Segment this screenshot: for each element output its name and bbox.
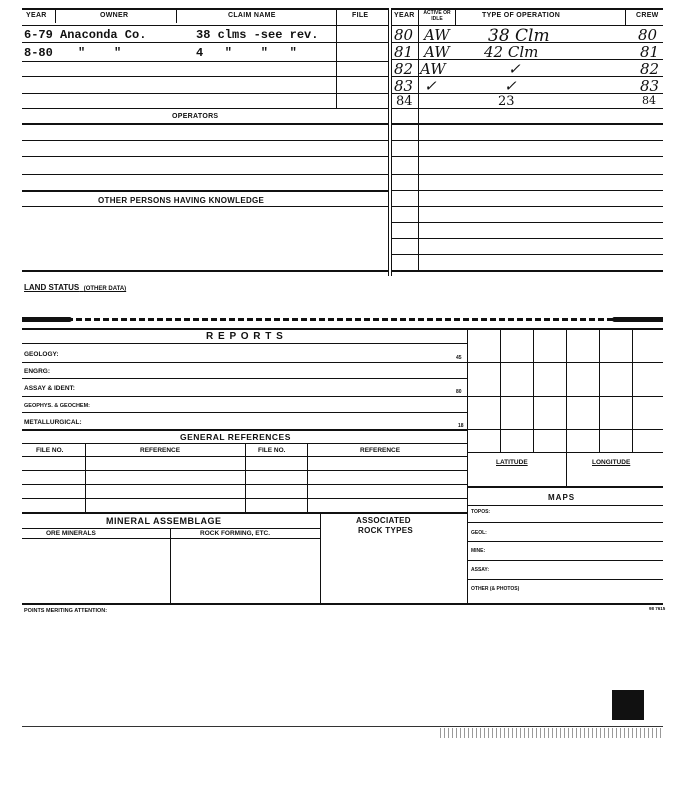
gr-reference-1: REFERENCE: [140, 447, 181, 454]
ops-row-5-type: 23: [498, 94, 515, 109]
gr-file-no-1: FILE NO.: [36, 447, 64, 454]
land-status-sub: (OTHER DATA): [83, 286, 127, 292]
claim-row-1-owner: Anaconda Co.: [60, 28, 147, 42]
points-meriting-attention: POINTS MERITING ATTENTION:: [24, 608, 108, 614]
report-assay: ASSAY & IDENT:: [24, 385, 75, 392]
report-assay-num: 80: [456, 389, 462, 395]
claim-row-1-claim: 38 clms -see rev.: [196, 28, 319, 42]
claims-year-header: YEAR: [26, 12, 47, 19]
bottom-cut-line: [22, 726, 663, 727]
rock-types-label: ROCK TYPES: [358, 526, 414, 535]
ops-row-3-crew: 82: [640, 60, 660, 78]
ops-row-5-crew: 84: [642, 94, 656, 107]
scan-noise: [440, 728, 662, 738]
report-geology: GEOLOGY:: [24, 351, 59, 358]
ops-row-5-year: 84: [396, 94, 413, 109]
maps-title: MAPS: [548, 493, 576, 502]
claim-row-1-year: 6-79: [24, 28, 53, 42]
operators-title: OPERATORS: [172, 113, 219, 120]
claims-claim-name-header: CLAIM NAME: [228, 12, 276, 19]
land-status-divider: [22, 318, 663, 321]
ops-row-4-active: ✓: [424, 77, 437, 95]
ops-active-header: ACTIVE OR IDLE: [423, 10, 451, 22]
claim-row-2-owner: " ": [78, 46, 122, 60]
ops-row-2-crew: 81: [640, 43, 660, 61]
claim-row-2-claim: 4 " " ": [196, 46, 297, 60]
ops-row-2-type: 42 Clm: [484, 43, 539, 61]
maps-geol: GEOL:: [471, 530, 487, 536]
ops-row-1-crew: 80: [638, 26, 658, 44]
latitude-label: LATITUDE: [496, 459, 528, 466]
ops-row-2-year: 81: [394, 43, 414, 61]
scan-smudge: [612, 690, 644, 720]
claims-file-header: FILE: [352, 12, 369, 19]
report-engrg: ENGRG:: [24, 368, 50, 375]
report-metallurgical: METALLURGICAL:: [24, 419, 82, 426]
mineral-assemblage-title: MINERAL ASSEMBLAGE: [106, 516, 222, 526]
longitude-label: LONGITUDE: [592, 459, 631, 466]
maps-topos: TOPOS:: [471, 509, 491, 515]
ops-row-1-type: 38 Clm: [488, 26, 550, 46]
ops-type-header: TYPE OF OPERATION: [482, 12, 561, 19]
ops-row-2-active: AW: [424, 43, 450, 61]
associated-label: ASSOCIATED: [356, 516, 411, 525]
ops-row-3-year: 82: [394, 60, 414, 78]
report-metallurgical-num: 18: [458, 423, 464, 429]
knowledge-title: OTHER PERSONS HAVING KNOWLEDGE: [98, 196, 265, 205]
form-number: 98 7615: [649, 606, 666, 611]
ops-crew-header: CREW: [636, 12, 659, 19]
report-geophys: GEOPHYS. & GEOCHEM:: [24, 403, 91, 409]
claim-row-2-year: 8-80: [24, 46, 53, 60]
ops-row-3-type: ✓: [508, 60, 521, 78]
maps-assay: ASSAY:: [471, 567, 490, 573]
ops-row-3-active: AW: [420, 60, 446, 78]
ops-year-header: YEAR: [394, 12, 415, 19]
ore-minerals-label: ORE MINERALS: [46, 530, 96, 537]
ops-row-1-active: AW: [424, 26, 450, 44]
ops-row-4-type: ✓: [504, 77, 517, 95]
ops-row-1-year: 80: [394, 26, 414, 44]
maps-other: OTHER (& PHOTOS): [471, 586, 520, 592]
reports-title: R E P O R T S: [206, 331, 284, 342]
land-status-text: LAND STATUS: [24, 283, 80, 292]
claims-owner-header: OWNER: [100, 12, 129, 19]
gr-file-no-2: FILE NO.: [258, 447, 286, 454]
report-geology-num: 45: [456, 355, 462, 361]
gr-reference-2: REFERENCE: [360, 447, 401, 454]
ops-row-4-crew: 83: [640, 77, 660, 95]
land-status-label: [24, 277, 126, 295]
rock-forming-label: ROCK FORMING, ETC.: [200, 530, 271, 537]
ops-row-4-year: 83: [394, 77, 414, 95]
maps-mine: MINE:: [471, 548, 486, 554]
general-references-title: GENERAL REFERENCES: [180, 432, 291, 442]
